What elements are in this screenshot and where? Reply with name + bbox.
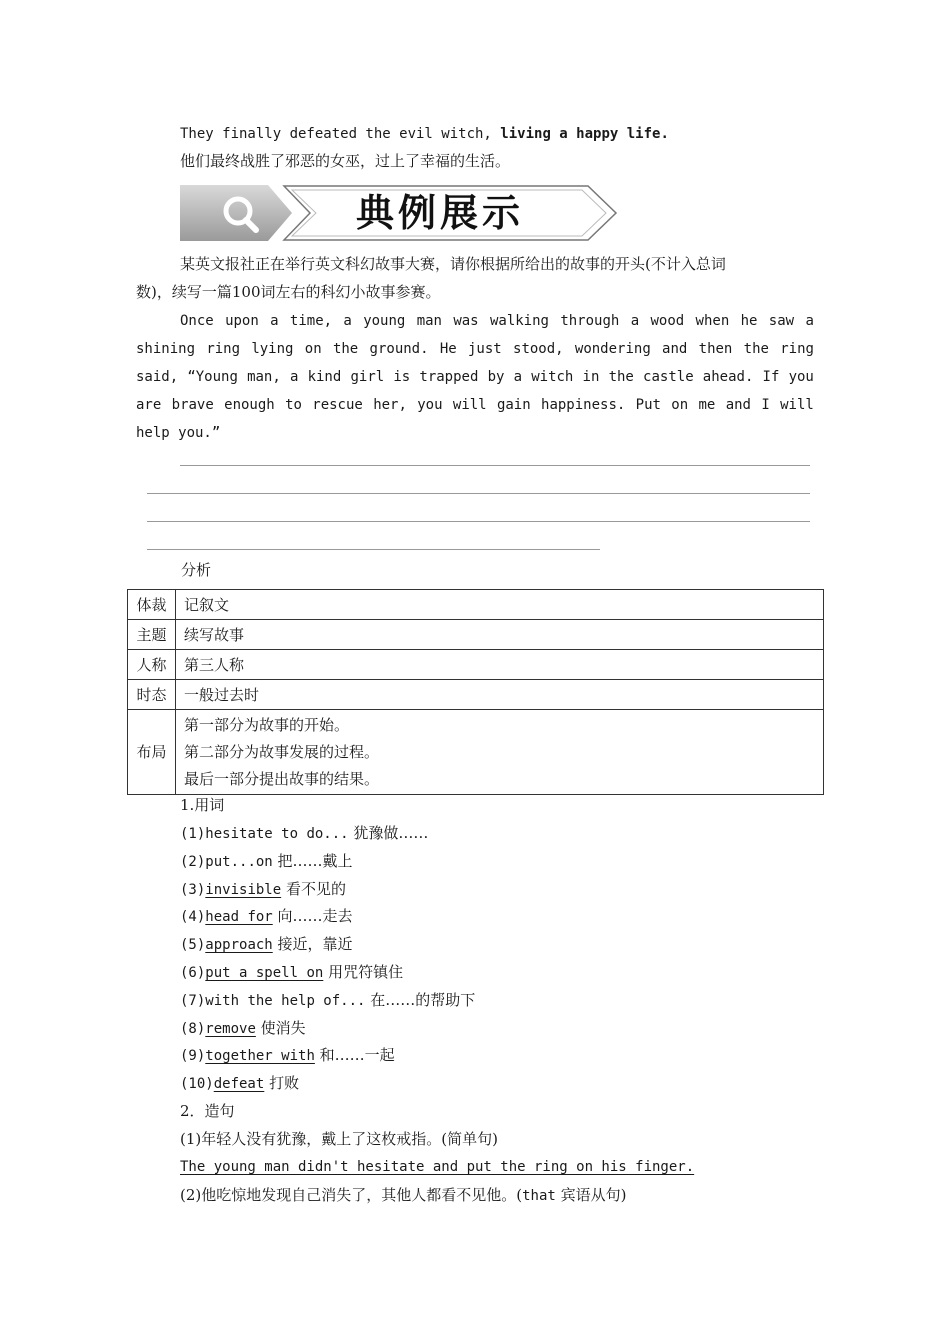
- table-key: 时态: [128, 680, 176, 710]
- vocab-item: [180, 879, 346, 900]
- vocab-english: head for: [205, 909, 273, 926]
- story-word: me: [698, 397, 716, 413]
- story-word: stood,: [513, 341, 564, 357]
- vocab-english: put a spell on: [205, 965, 324, 981]
- story-word: are: [136, 397, 162, 413]
- vocab-item: [180, 962, 403, 983]
- story-word: wood: [650, 313, 685, 329]
- table-row: [128, 590, 824, 620]
- prompt-part: that: [522, 1188, 556, 1204]
- analysis-table: [127, 589, 824, 795]
- story-word: brave: [171, 397, 214, 413]
- story-word: castle: [643, 369, 694, 385]
- sentence-2-prompt: [180, 1185, 626, 1206]
- story-word: trapped: [419, 369, 479, 385]
- vocab-english: put...on: [205, 853, 273, 870]
- vocab-chinese: 把……戴上: [277, 851, 353, 870]
- table-key: 人称: [128, 650, 176, 680]
- table-key: 布局: [128, 710, 176, 795]
- story-word: He: [439, 341, 457, 357]
- story-word: a: [513, 369, 523, 385]
- story-word: time,: [289, 313, 333, 329]
- story-word: will: [452, 397, 487, 413]
- intro-translation: 他们最终战胜了邪恶的女巫，过上了幸福的生活。: [180, 152, 511, 170]
- story-word: happiness.: [541, 397, 626, 413]
- vocab-chinese: 犹豫做……: [353, 824, 429, 842]
- story-word: rescue: [312, 397, 363, 413]
- story-word: a: [270, 313, 279, 329]
- vocab-chinese: 接近，靠近: [277, 935, 353, 954]
- vocab-number: (5): [180, 937, 206, 954]
- story-word: If: [762, 369, 780, 385]
- story-word: on: [304, 341, 322, 357]
- vocab-english: hesitate to do...: [205, 826, 349, 842]
- vocab-english: invisible: [205, 881, 282, 898]
- story-word: by: [487, 369, 505, 385]
- story-word: and: [725, 397, 751, 413]
- vocab-item: [180, 1073, 299, 1094]
- table-value: 续写故事: [176, 620, 824, 650]
- writing-line: [147, 549, 600, 550]
- story-word: enough: [224, 397, 275, 413]
- vocab-item: [180, 1018, 306, 1039]
- story-word: “Young: [187, 369, 238, 385]
- story-word: wondering: [574, 341, 651, 357]
- sentence-1-answer: The young man didn't hesitate and put the ring on his finger.: [180, 1159, 695, 1175]
- vocab-english: with the help of...: [205, 992, 366, 1009]
- table-row: [128, 620, 824, 650]
- writing-line: [147, 521, 810, 522]
- vocab-number: (6): [180, 965, 206, 981]
- table-key: 体裁: [128, 590, 176, 620]
- task-line-2: 数)，续写一篇100词左右的科幻小故事参赛。: [136, 283, 441, 301]
- story-line-4: [136, 395, 814, 415]
- story-word: then: [698, 341, 733, 357]
- story-word: upon: [225, 313, 259, 329]
- story-word: will: [780, 397, 814, 413]
- table-value: [176, 710, 824, 795]
- story-word: saw: [768, 313, 795, 329]
- story-word: you: [417, 397, 443, 413]
- table-value: 第三人称: [176, 650, 824, 680]
- vocab-english: defeat: [213, 1076, 265, 1093]
- writing-line: [180, 465, 810, 466]
- vocab-chinese: 和……一起: [319, 1046, 395, 1065]
- prompt-part: (2)他吃惊地发现自己消失了，其他人都看不见他。(: [180, 1186, 523, 1204]
- prompt-part: 宾语从句): [555, 1186, 627, 1204]
- story-word: ring: [780, 341, 814, 357]
- table-key: 主题: [128, 620, 176, 650]
- story-word: shining: [136, 341, 196, 357]
- vocab-item: [180, 851, 353, 872]
- vocab-chinese: 打败: [269, 1074, 300, 1093]
- vocab-number: (7): [180, 992, 206, 1009]
- story-word: just: [468, 341, 502, 357]
- story-word: Put: [635, 397, 661, 413]
- vocab-english: approach: [205, 937, 273, 954]
- story-line-2: [136, 339, 814, 359]
- story-word: ground.: [369, 341, 429, 357]
- story-line-1: [180, 311, 814, 331]
- story-word: witch: [531, 369, 574, 385]
- sentence-1-prompt: (1)年轻人没有犹豫，戴上了这枚戒指。(简单句): [180, 1130, 498, 1148]
- layout-line: 第一部分为故事的开始。: [184, 715, 350, 734]
- section-banner: [180, 184, 620, 242]
- table-value: 一般过去时: [176, 680, 824, 710]
- intro-bold-phrase: living a happy life.: [500, 126, 669, 142]
- vocab-english: together with: [205, 1048, 315, 1065]
- vocab-item: [180, 823, 428, 844]
- story-word: man: [416, 313, 442, 329]
- story-word: the: [608, 369, 634, 385]
- vocab-item: [180, 1045, 395, 1066]
- story-word: you: [788, 369, 814, 385]
- story-word: I: [761, 397, 770, 413]
- writing-line: [147, 493, 810, 494]
- table-row: [128, 650, 824, 680]
- vocab-number: (10): [180, 1076, 214, 1093]
- story-line-3: [136, 367, 814, 387]
- story-word: young: [363, 313, 406, 329]
- vocab-number: (8): [180, 1020, 206, 1037]
- story-word: a: [289, 369, 299, 385]
- vocab-item: [180, 934, 353, 955]
- story-word: on: [671, 397, 689, 413]
- banner-title: 典例展示: [356, 191, 525, 235]
- vocab-heading: 1.用词: [180, 796, 225, 814]
- story-word: the: [332, 341, 359, 357]
- vocab-chinese: 看不见的: [285, 879, 346, 898]
- layout-line: 最后一部分提出故事的结果。: [184, 769, 380, 788]
- story-word: a: [343, 313, 352, 329]
- vocab-item: [180, 990, 475, 1011]
- vocab-number: (3): [180, 881, 206, 898]
- vocab-chinese: 向……走去: [277, 907, 353, 926]
- story-word: said,: [136, 369, 179, 385]
- story-word: Once: [180, 313, 214, 329]
- intro-example-sentence: [180, 123, 669, 144]
- story-word: ahead.: [702, 369, 754, 385]
- story-word: the: [743, 341, 769, 357]
- analysis-heading: 分析: [181, 561, 212, 579]
- vocab-english: remove: [205, 1020, 256, 1037]
- vocab-number: (4): [180, 909, 206, 926]
- story-word: and: [662, 341, 688, 357]
- story-word: lying: [251, 341, 294, 357]
- layout-line: 第二部分为故事发展的过程。: [184, 742, 380, 761]
- sentences-heading: 2．造句: [180, 1102, 235, 1120]
- table-row: [128, 680, 824, 710]
- story-word: a: [805, 313, 814, 329]
- story-word: kind: [307, 369, 342, 385]
- story-line-5: help you.”: [136, 425, 221, 441]
- story-word: he: [740, 313, 758, 329]
- vocab-chinese: 在……的帮助下: [370, 990, 476, 1009]
- vocab-chinese: 用咒符镇住: [328, 963, 404, 981]
- story-word: girl: [350, 369, 385, 385]
- story-word: when: [695, 313, 730, 329]
- vocab-number: (9): [180, 1048, 206, 1065]
- vocab-number: (2): [180, 853, 206, 870]
- task-line-1: 某英文报社正在举行英文科幻故事大赛，请你根据所给出的故事的开头(不计入总词: [180, 255, 726, 273]
- story-word: ring: [206, 341, 241, 357]
- story-word: man,: [247, 369, 281, 385]
- story-word: in: [582, 369, 600, 385]
- story-word: is: [393, 369, 411, 385]
- story-word: a: [630, 313, 640, 329]
- vocab-number: (1): [180, 826, 206, 842]
- vocab-chinese: 使消失: [260, 1018, 306, 1037]
- intro-plain-text: They finally defeated the evil witch,: [180, 126, 501, 142]
- table-row: [128, 710, 824, 795]
- story-word: through: [560, 313, 620, 329]
- story-word: walking: [489, 313, 549, 329]
- table-value: 记叙文: [176, 590, 824, 620]
- vocab-item: [180, 906, 353, 927]
- story-word: was: [453, 313, 479, 329]
- story-word: her,: [373, 397, 407, 413]
- story-word: to: [285, 397, 302, 413]
- story-word: gain: [496, 397, 531, 413]
